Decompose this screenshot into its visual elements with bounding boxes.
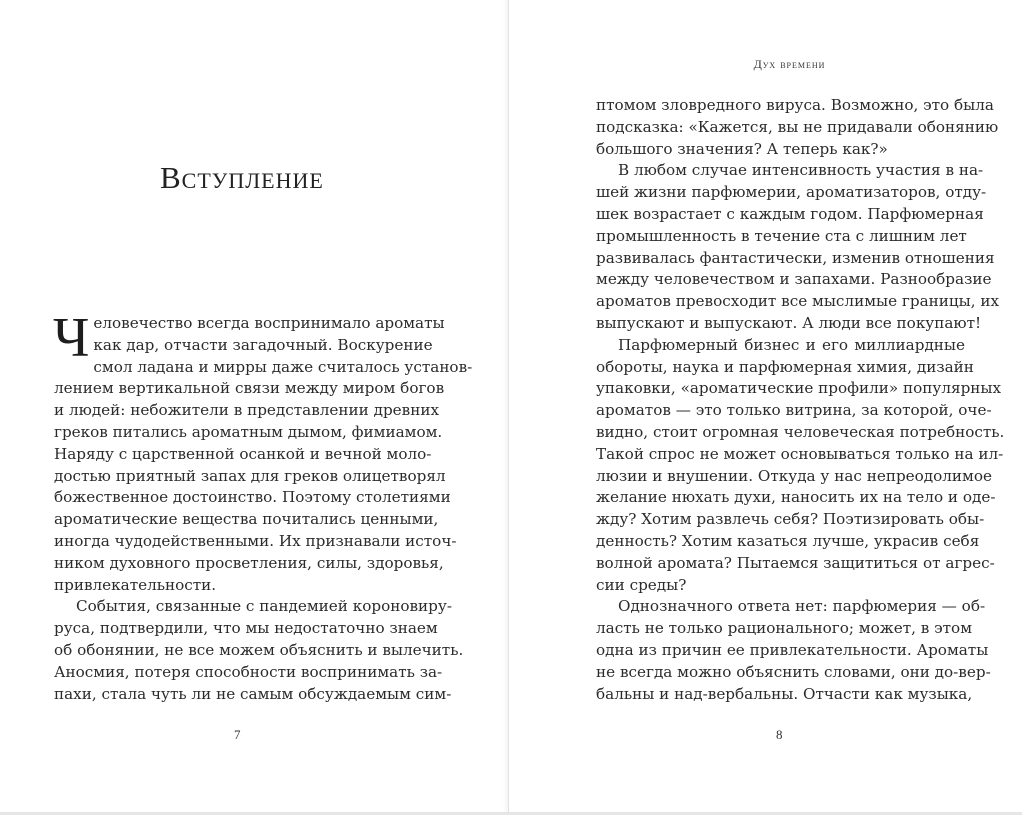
left-page-body	[53, 307, 473, 705]
text-line: развивалась фантастически, изменив отношения	[596, 248, 995, 267]
text-line: смол ладана и мирры даже считалось установ-	[93, 357, 473, 376]
text-line: подсказка: «Кажется, вы не придавали обонянию	[596, 117, 999, 136]
text-line: люзии и внушении. Откуда у нас непреодолимое	[596, 466, 993, 485]
text-line: ароматов — это только витрина, за которой, оче-	[596, 401, 992, 420]
text-line: обороты, наука и парфюмерная химия, дизайн	[596, 357, 974, 376]
text-line: ласть не только рационального; может, в этом	[596, 619, 973, 638]
text-line: желание нюхать духи, наносить их на тело и оде-	[596, 488, 996, 507]
text-line: денность? Хотим казаться лучше, украсив себя	[596, 531, 980, 550]
text-line: еловечество всегда воспринимало ароматы	[93, 314, 445, 332]
page-number: 7	[234, 727, 241, 742]
text-line: волной аромата? Пытаемся защититься от агрес-	[596, 553, 995, 572]
page-number: 8	[776, 727, 783, 742]
right-page-body	[596, 95, 1005, 705]
text-line: между человечеством и запахами. Разнообразие	[596, 270, 992, 289]
text-line: В любом случае интенсивность участия в на-	[618, 161, 984, 180]
text-line: достью приятный запах для греков олицетворял	[54, 466, 446, 485]
text-line: греков питались ароматным дымом, фимиамом.	[54, 422, 443, 441]
text-line: одна из причин ее привлекательности. Ароматы	[596, 640, 989, 659]
text-line: привлекательности.	[54, 575, 217, 594]
text-line: и людей: небожители в представлении древних	[54, 401, 440, 420]
text-line: большого значения? А теперь как?»	[596, 139, 888, 158]
text-line: об обонянии, не все можем объяснить и вылечить.	[54, 640, 464, 659]
text-line: бальны и над-вербальны. Отчасти как музыка,	[596, 684, 973, 703]
text-line: сии среды?	[596, 575, 687, 594]
text-line: видно, стоит огромная человеческая потребность.	[596, 422, 1005, 441]
text-line: как дар, отчасти загадочный. Воскурение	[93, 335, 433, 354]
text-line: промышленность в течение ста с лишним лет	[596, 226, 967, 245]
text-line: Аносмия, потеря способности воспринимать за-	[54, 662, 443, 681]
dropcap: Ч	[53, 307, 90, 369]
text-line: Наряду с царственной осанкой и вечной моло-	[54, 444, 432, 463]
text-line: Однозначного ответа нет: парфюмерия — об-	[618, 597, 986, 616]
text-line: шек возрастает с каждым годом. Парфюмерная	[596, 204, 984, 223]
text-line: птомом зловредного вируса. Возможно, это была	[596, 96, 994, 114]
text-line: ароматические вещества почитались ценными,	[54, 510, 439, 529]
text-line: руса, подтвердили, что мы недостаточно знаем	[54, 619, 438, 638]
text-line: ароматов превосходит все мыслимые границы, их	[596, 292, 1000, 311]
chapter-title: Вступление	[160, 160, 324, 195]
text-line: упаковки, «ароматические профили» популярных	[596, 379, 1002, 398]
text-line: жду? Хотим развлечь себя? Поэтизировать обы-	[596, 510, 985, 529]
text-line: шей жизни парфюмерии, ароматизаторов, отду-	[596, 183, 987, 202]
text-line: выпускают и выпускают. А люди все покупают!	[596, 313, 982, 332]
text-line: не всегда можно объяснить словами, они до-вер-	[596, 662, 991, 681]
running-head: Дух времени	[753, 57, 826, 71]
text-line: лением вертикальной связи между миром богов	[54, 379, 445, 398]
text-line: божественное достоинство. Поэтому столетиями	[54, 488, 451, 507]
text-line: Парфюмерный бизнес и его миллиардные	[618, 335, 965, 354]
text-line: иногда чудодейственными. Их признавали источ-	[54, 531, 457, 550]
text-line: пахи, стала чуть ли не самым обсуждаемым сим-	[54, 684, 452, 703]
text-line: ником духовного просветления, силы, здоровья,	[54, 553, 444, 572]
text-line: Такой спрос не может основываться только на ил-	[596, 444, 1004, 463]
left-page	[0, 0, 509, 812]
text-line: События, связанные с пандемией короновиру-	[76, 597, 452, 616]
